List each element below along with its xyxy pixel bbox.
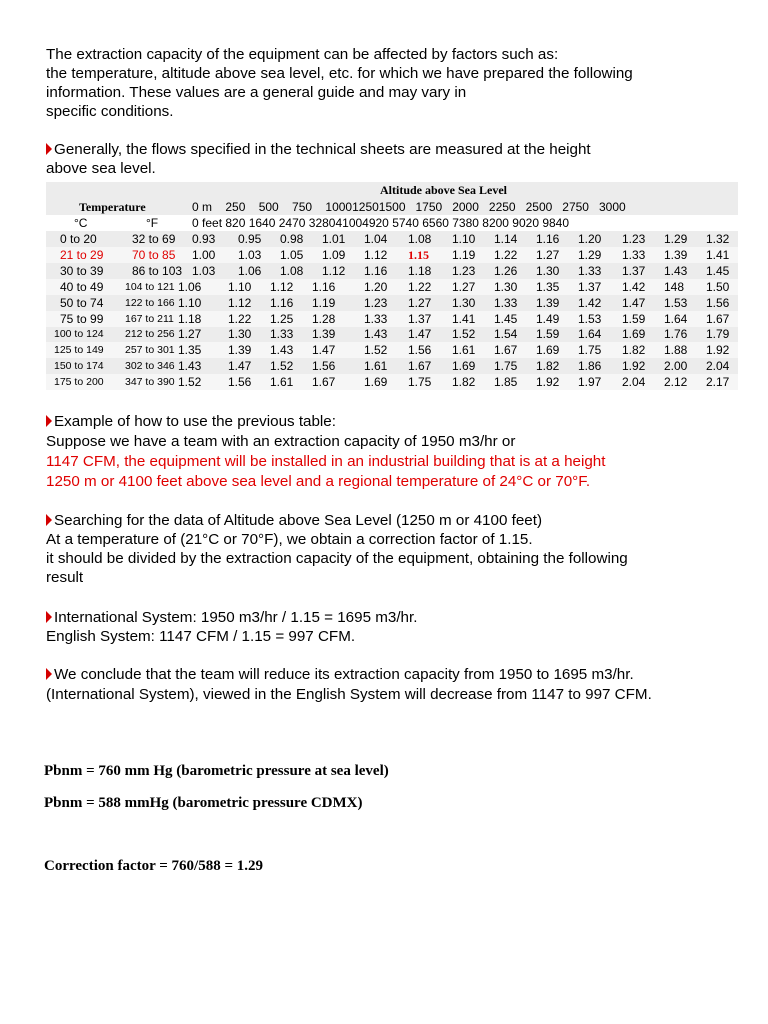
cell-value: 1.35 bbox=[536, 279, 560, 294]
cell-value: 1.64 bbox=[664, 311, 688, 326]
table-row bbox=[46, 342, 738, 358]
cell-value: 1.43 bbox=[364, 327, 388, 342]
cell-value: 1.69 bbox=[622, 327, 646, 342]
cell-value: 1.27 bbox=[452, 279, 476, 294]
cell-value: 1.16 bbox=[536, 232, 560, 246]
bullet-arrow-icon bbox=[46, 514, 52, 526]
search-line-4: result bbox=[46, 569, 84, 586]
cell-value: 1.33 bbox=[578, 263, 602, 278]
cell-value: 1.82 bbox=[622, 343, 646, 358]
cell-value: 0.93 bbox=[192, 232, 216, 246]
cell-fahrenheit: 86 to 103 bbox=[132, 263, 183, 278]
cell-fahrenheit: 167 to 211 bbox=[125, 312, 174, 325]
systems-line-1: International System: 1950 m3/hr / 1.15 = 1695 m3/hr. bbox=[46, 608, 417, 627]
cell-value: 1.08 bbox=[408, 232, 432, 246]
table-caption-row bbox=[46, 182, 738, 198]
note-line-1: Generally, the flows specified in the technical sheets are measured at the height bbox=[46, 140, 591, 159]
cell-value: 1.56 bbox=[706, 295, 730, 310]
cell-value: 148 bbox=[664, 279, 685, 294]
cell-value: 1.67 bbox=[408, 359, 432, 374]
cell-fahrenheit: 347 to 390 bbox=[125, 376, 175, 389]
cell-value: 1.19 bbox=[452, 247, 476, 262]
cell-value: 1.43 bbox=[664, 263, 688, 278]
cell-value: 1.27 bbox=[536, 247, 560, 262]
cell-value: 1.29 bbox=[578, 247, 602, 262]
cell-value: 2.00 bbox=[664, 359, 688, 374]
cell-value: 1.61 bbox=[364, 359, 388, 374]
cell-value: 1.92 bbox=[536, 375, 560, 390]
cell-value: 1.18 bbox=[408, 263, 432, 278]
example-red-line-1: 1147 CFM, the equipment will be installed in an industrial building that is at a height bbox=[46, 453, 606, 470]
cell-value: 1.59 bbox=[622, 311, 646, 326]
cell-value: 1.18 bbox=[178, 311, 202, 326]
cell-value: 1.39 bbox=[664, 247, 688, 262]
table-row bbox=[46, 247, 738, 263]
cell-value: 1.26 bbox=[494, 263, 518, 278]
cell-value: 1.69 bbox=[452, 359, 476, 374]
cell-value: 1.75 bbox=[494, 359, 518, 374]
cell-value: 1.08 bbox=[280, 263, 304, 278]
cell-value: 1.52 bbox=[270, 359, 294, 374]
cell-value: 0.98 bbox=[280, 232, 304, 246]
cell-value: 1.27 bbox=[178, 327, 202, 342]
cell-value: 1.41 bbox=[706, 247, 730, 262]
cell-value: 1.12 bbox=[228, 295, 252, 310]
table-row bbox=[46, 326, 738, 342]
cell-fahrenheit: 257 to 301 bbox=[125, 344, 175, 357]
intro-line-1: The extraction capacity of the equipment can be affected by factors such as: bbox=[46, 46, 559, 63]
table-row bbox=[46, 311, 738, 327]
cell-celsius: 100 to 124 bbox=[54, 328, 104, 341]
cell-value: 1.69 bbox=[364, 375, 388, 390]
cell-value: 1.30 bbox=[536, 263, 560, 278]
example-title: Example of how to use the previous table: bbox=[46, 412, 336, 431]
cell-value: 1.43 bbox=[178, 359, 202, 374]
cell-value: 1.86 bbox=[578, 359, 602, 374]
cell-celsius: 50 to 74 bbox=[60, 295, 104, 310]
cell-celsius: 150 to 174 bbox=[54, 360, 104, 373]
cell-value: 1.61 bbox=[270, 375, 294, 390]
search-line-3: it should be divided by the extraction capacity of the equipment, obtaining the following bbox=[46, 550, 628, 567]
cell-value: 1.06 bbox=[178, 279, 202, 294]
cell-value: 1.53 bbox=[578, 311, 602, 326]
cell-value: 1.75 bbox=[408, 375, 432, 390]
cell-value: 1.47 bbox=[408, 327, 432, 342]
cell-fahrenheit: 212 to 256 bbox=[125, 328, 175, 341]
cell-value: 1.61 bbox=[452, 343, 476, 358]
cell-value: 1.88 bbox=[664, 343, 688, 358]
cell-value: 1.29 bbox=[664, 232, 688, 246]
cell-value: 1.54 bbox=[494, 327, 518, 342]
cell-value: 1.67 bbox=[312, 375, 336, 390]
cell-value: 1.64 bbox=[578, 327, 602, 342]
cell-fahrenheit: 70 to 85 bbox=[132, 247, 176, 262]
cell-value: 1.67 bbox=[494, 343, 518, 358]
cell-value: 1.06 bbox=[238, 263, 262, 278]
cell-value: 2.04 bbox=[706, 359, 730, 374]
cell-value: 1.56 bbox=[228, 375, 252, 390]
cell-celsius: 175 to 200 bbox=[54, 376, 104, 389]
cell-value: 1.16 bbox=[312, 279, 336, 294]
cell-fahrenheit: 104 to 121 bbox=[125, 280, 175, 293]
cell-value: 1.52 bbox=[364, 343, 388, 358]
cell-celsius: 125 to 149 bbox=[54, 344, 104, 357]
cell-value: 1.67 bbox=[706, 311, 730, 326]
cell-value: 1.43 bbox=[270, 343, 294, 358]
cell-value: 1.56 bbox=[408, 343, 432, 358]
note-line-2: above sea level. bbox=[46, 160, 156, 177]
cell-value: 1.76 bbox=[664, 327, 688, 342]
cell-value: 1.52 bbox=[178, 375, 202, 390]
cell-value: 1.41 bbox=[452, 311, 476, 326]
conclusion-line-1: We conclude that the team will reduce its extraction capacity from 1950 to 1695 m3/hr. bbox=[46, 665, 634, 684]
cell-value: 1.03 bbox=[238, 247, 262, 262]
bullet-arrow-icon bbox=[46, 143, 52, 155]
intro-line-4: specific conditions. bbox=[46, 103, 174, 120]
search-line-2: At a temperature of (21°C or 70°F), we obtain a correction factor of 1.15. bbox=[46, 531, 533, 548]
cell-value: 1.47 bbox=[228, 359, 252, 374]
cell-value: 2.04 bbox=[622, 375, 646, 390]
cell-value: 1.47 bbox=[312, 343, 336, 358]
cell-value: 1.37 bbox=[622, 263, 646, 278]
cell-value: 1.42 bbox=[578, 295, 602, 310]
formula-correction-factor: Correction factor = 760/588 = 1.29 bbox=[44, 858, 263, 874]
meters-header: 0 m 250 500 750 100012501500 1750 2000 2250 2500 2750 3000 bbox=[192, 200, 626, 214]
table-row bbox=[46, 231, 738, 247]
cell-value: 2.12 bbox=[664, 375, 688, 390]
cell-value: 0.95 bbox=[238, 232, 262, 246]
cell-value: 1.97 bbox=[578, 375, 602, 390]
cell-value: 1.52 bbox=[452, 327, 476, 342]
table-caption: Altitude above Sea Level bbox=[380, 183, 507, 197]
cell-value: 1.79 bbox=[706, 327, 730, 342]
cell-value: 1.03 bbox=[192, 263, 216, 278]
cell-value: 1.12 bbox=[364, 247, 388, 262]
formula-sea-level: Pbnm = 760 mm Hg (barometric pressure at sea level) bbox=[44, 763, 389, 779]
cell-value: 1.42 bbox=[622, 279, 646, 294]
cell-value: 1.53 bbox=[664, 295, 688, 310]
cell-value: 1.39 bbox=[228, 343, 252, 358]
cell-celsius: 30 to 39 bbox=[60, 263, 104, 278]
cell-value: 1.32 bbox=[706, 232, 730, 246]
example-line-1: Suppose we have a team with an extraction capacity of 1950 m3/hr or bbox=[46, 433, 516, 450]
cell-value: 1.10 bbox=[452, 232, 476, 246]
table-row bbox=[46, 358, 738, 374]
cell-value: 1.82 bbox=[452, 375, 476, 390]
cell-value: 1.59 bbox=[536, 327, 560, 342]
unit-celsius: °C bbox=[74, 216, 88, 230]
cell-value: 1.45 bbox=[706, 263, 730, 278]
cell-value: 1.85 bbox=[494, 375, 518, 390]
cell-value: 1.39 bbox=[536, 295, 560, 310]
cell-value: 1.30 bbox=[452, 295, 476, 310]
systems-line-2: English System: 1147 CFM / 1.15 = 997 CFM. bbox=[46, 628, 356, 645]
cell-celsius: 40 to 49 bbox=[60, 279, 104, 294]
cell-value: 1.20 bbox=[578, 232, 602, 246]
cell-value: 1.56 bbox=[312, 359, 336, 374]
cell-celsius: 75 to 99 bbox=[60, 311, 104, 326]
cell-value: 1.20 bbox=[364, 279, 388, 294]
cell-value: 1.28 bbox=[312, 311, 336, 326]
cell-value: 1.00 bbox=[192, 247, 216, 262]
cell-value: 1.82 bbox=[536, 359, 560, 374]
cell-value: 1.15 bbox=[408, 247, 429, 262]
example-red-line-2: 1250 m or 4100 feet above sea level and a regional temperature of 24°C or 70°F. bbox=[46, 473, 591, 490]
table-row bbox=[46, 263, 738, 279]
cell-value: 1.14 bbox=[494, 232, 518, 246]
cell-value: 1.22 bbox=[494, 247, 518, 262]
cell-value: 1.33 bbox=[270, 327, 294, 342]
cell-value: 1.22 bbox=[228, 311, 252, 326]
table-row bbox=[46, 295, 738, 311]
table-row bbox=[46, 279, 738, 295]
cell-value: 1.30 bbox=[228, 327, 252, 342]
cell-value: 1.33 bbox=[622, 247, 646, 262]
cell-value: 1.22 bbox=[408, 279, 432, 294]
cell-fahrenheit: 122 to 166 bbox=[125, 296, 175, 309]
cell-value: 1.92 bbox=[706, 343, 730, 358]
table-row bbox=[46, 374, 738, 390]
cell-value: 1.09 bbox=[322, 247, 346, 262]
cell-value: 1.23 bbox=[364, 295, 388, 310]
cell-value: 1.37 bbox=[578, 279, 602, 294]
cell-celsius: 0 to 20 bbox=[60, 232, 97, 246]
cell-value: 1.45 bbox=[494, 311, 518, 326]
temperature-header: Temperature bbox=[79, 200, 146, 214]
cell-value: 1.23 bbox=[622, 232, 646, 246]
cell-value: 1.23 bbox=[452, 263, 476, 278]
intro-line-3: information. These values are a general guide and may vary in bbox=[46, 84, 467, 101]
unit-fahrenheit: °F bbox=[146, 216, 159, 230]
cell-value: 1.37 bbox=[408, 311, 432, 326]
table-feet-row bbox=[46, 215, 738, 231]
cell-value: 1.35 bbox=[178, 343, 202, 358]
cell-value: 1.50 bbox=[706, 279, 730, 294]
cell-fahrenheit: 302 to 346 bbox=[125, 360, 175, 373]
cell-value: 1.92 bbox=[622, 359, 646, 374]
intro-line-2: the temperature, altitude above sea level, etc. for which we have prepared the following bbox=[46, 65, 633, 82]
cell-value: 1.69 bbox=[536, 343, 560, 358]
cell-value: 1.39 bbox=[312, 327, 336, 342]
cell-value: 1.12 bbox=[322, 263, 346, 278]
cell-value: 1.75 bbox=[578, 343, 602, 358]
cell-value: 1.19 bbox=[312, 295, 336, 310]
cell-value: 1.16 bbox=[364, 263, 388, 278]
cell-value: 1.04 bbox=[364, 232, 388, 246]
cell-celsius: 21 to 29 bbox=[60, 247, 104, 262]
cell-value: 1.27 bbox=[408, 295, 432, 310]
bullet-arrow-icon bbox=[46, 668, 52, 680]
search-line-1: Searching for the data of Altitude above Sea Level (1250 m or 4100 feet) bbox=[46, 511, 542, 530]
feet-header: 0 feet 820 1640 2470 328041004920 5740 6560 7380 8200 9020 9840 bbox=[192, 216, 570, 230]
cell-value: 1.33 bbox=[364, 311, 388, 326]
cell-value: 2.17 bbox=[706, 375, 730, 390]
cell-value: 1.33 bbox=[494, 295, 518, 310]
correction-factor-table bbox=[46, 182, 738, 390]
table-meters-row bbox=[46, 199, 738, 215]
cell-value: 1.16 bbox=[270, 295, 294, 310]
bullet-arrow-icon bbox=[46, 415, 52, 427]
cell-value: 1.47 bbox=[622, 295, 646, 310]
conclusion-line-2: (International System), viewed in the English System will decrease from 1147 to 997 CFM. bbox=[46, 686, 652, 703]
cell-value: 1.05 bbox=[280, 247, 304, 262]
cell-value: 1.10 bbox=[178, 295, 202, 310]
cell-value: 1.49 bbox=[536, 311, 560, 326]
cell-value: 1.12 bbox=[270, 279, 294, 294]
cell-value: 1.10 bbox=[228, 279, 252, 294]
bullet-arrow-icon bbox=[46, 611, 52, 623]
cell-value: 1.30 bbox=[494, 279, 518, 294]
cell-value: 1.01 bbox=[322, 232, 346, 246]
cell-value: 1.25 bbox=[270, 311, 294, 326]
cell-fahrenheit: 32 to 69 bbox=[132, 232, 176, 246]
formula-cdmx: Pbnm = 588 mmHg (barometric pressure CDMX) bbox=[44, 795, 363, 811]
